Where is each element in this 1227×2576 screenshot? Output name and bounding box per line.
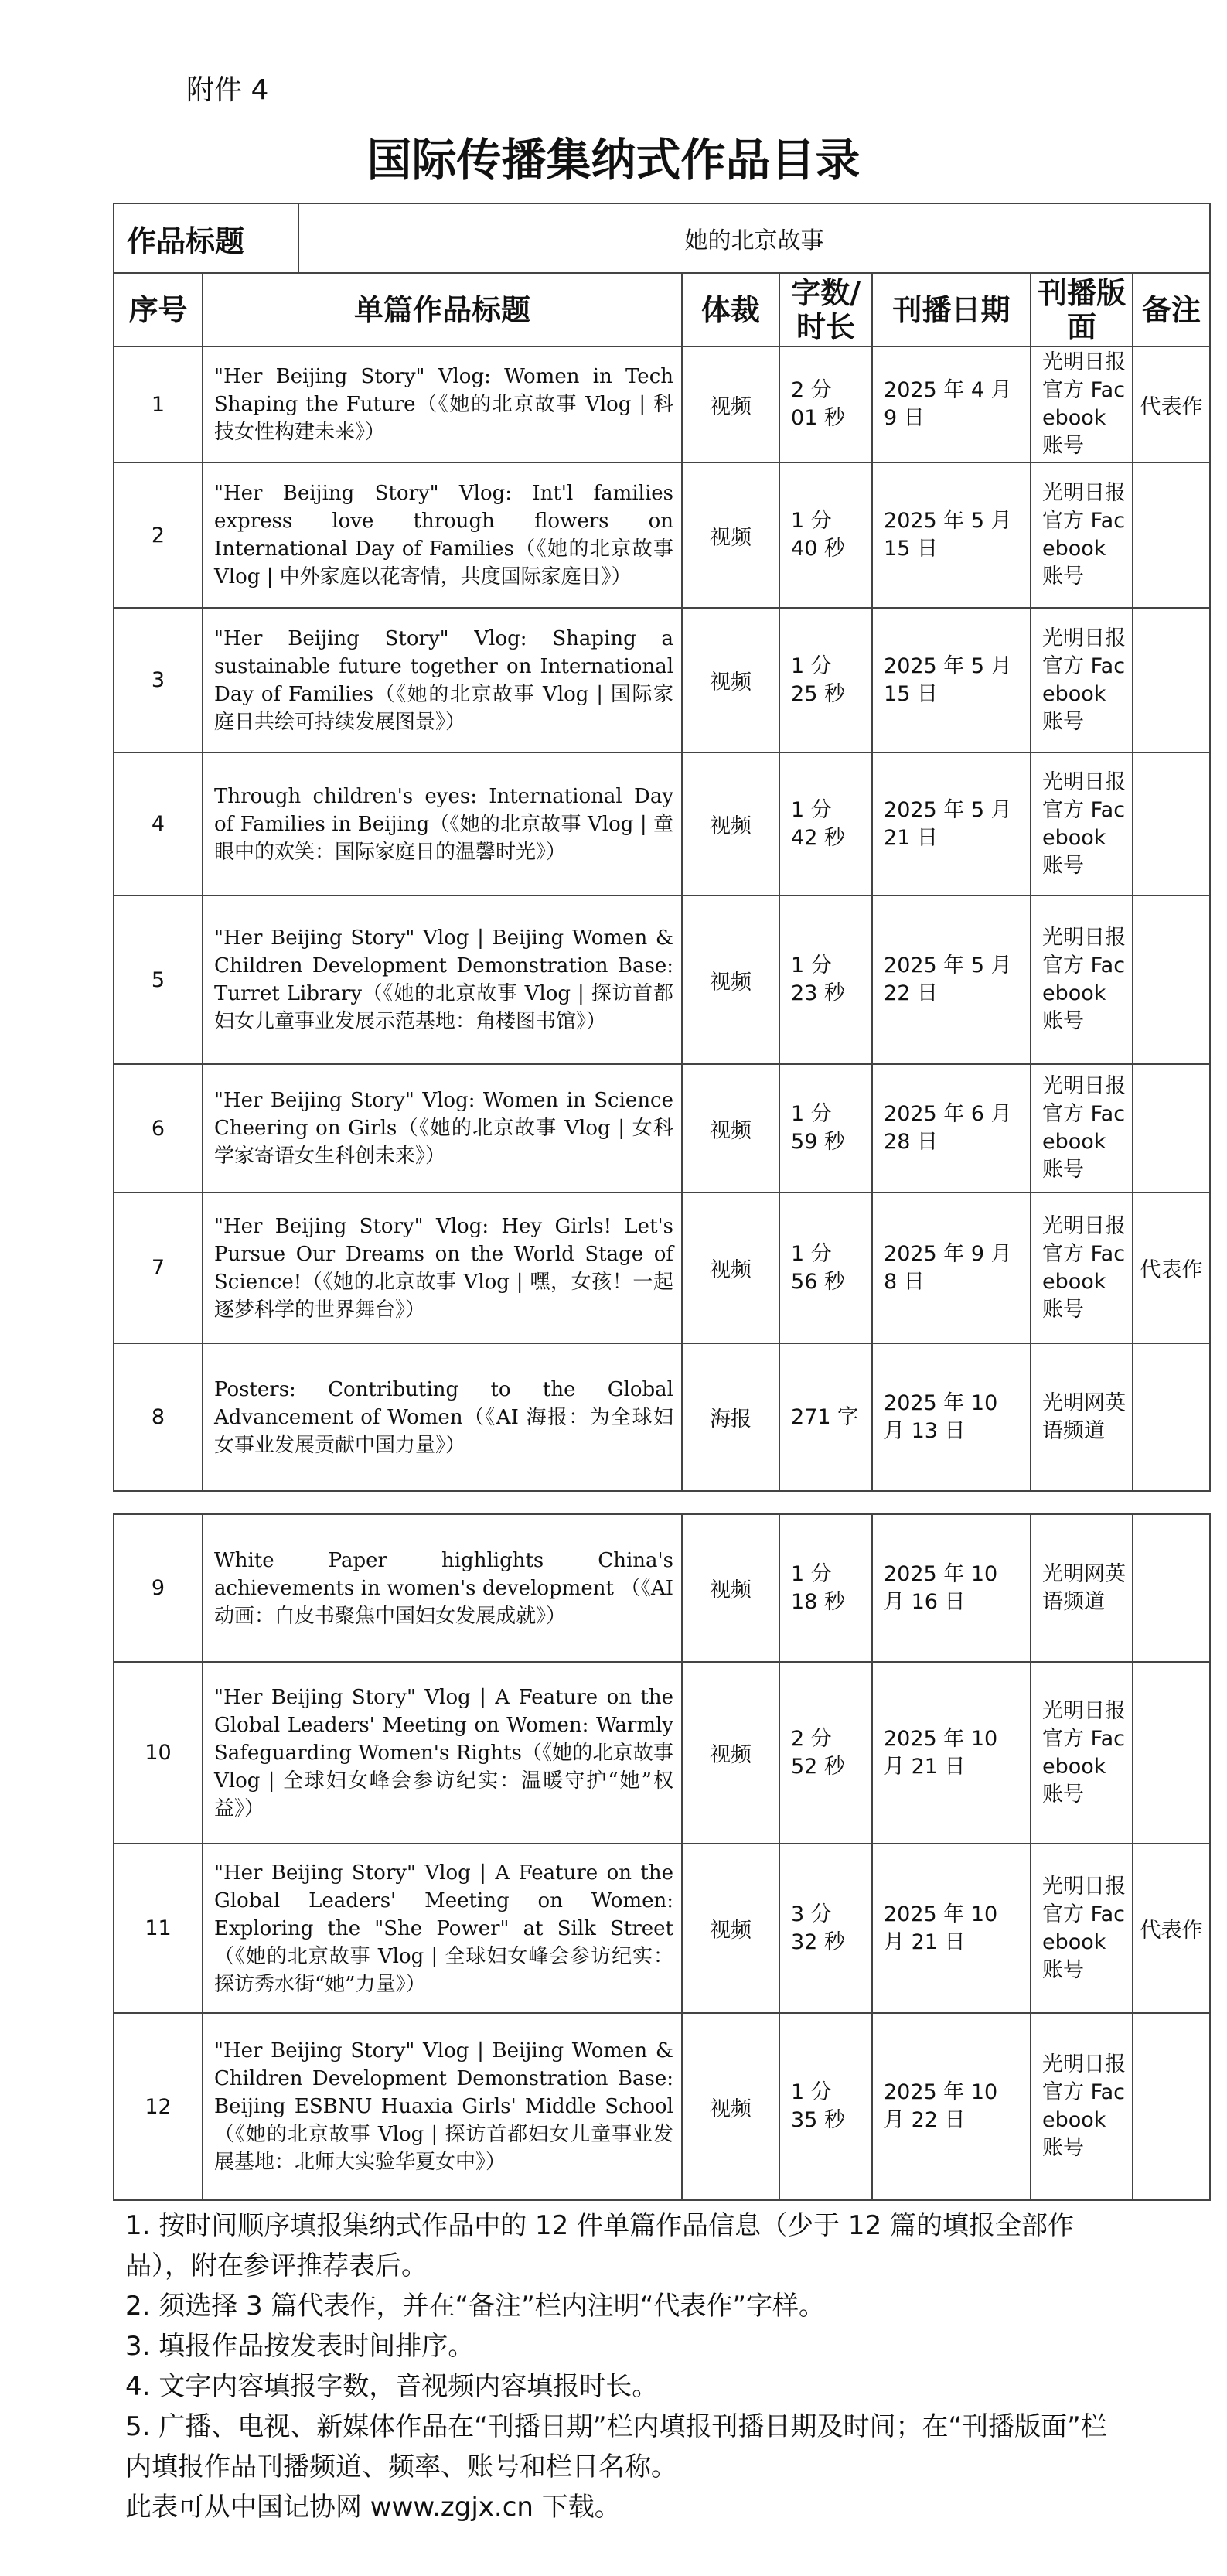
row-date: 2025 年 10 月 21 日 xyxy=(872,1844,1031,2013)
row-genre: 视频 xyxy=(682,2013,779,2200)
row-genre: 视频 xyxy=(682,1064,779,1192)
row-length: 1 分 23 秒 xyxy=(779,896,872,1064)
row-date: 2025 年 5 月 15 日 xyxy=(872,608,1031,752)
row-note xyxy=(1133,896,1210,1064)
row-note xyxy=(1133,1514,1210,1662)
table-row xyxy=(114,1192,1210,1343)
row-edition: 光明日报官方 Facebook 账号 xyxy=(1031,896,1133,1064)
row-length: 1 分 18 秒 xyxy=(779,1514,872,1662)
row-genre: 视频 xyxy=(682,752,779,896)
row-note: 代表作 xyxy=(1133,1844,1210,2013)
row-note xyxy=(1133,1064,1210,1192)
row-title: "Her Beijing Story" Vlog: Women in Science Cheering on Girls（《她的北京故事 Vlog | 女科学家寄语女生科创未来》） xyxy=(203,1064,682,1192)
row-length: 3 分 32 秒 xyxy=(779,1844,872,2013)
header-note: 备注 xyxy=(1133,273,1210,346)
row-edition: 光明日报官方 Facebook 账号 xyxy=(1031,1192,1133,1343)
row-edition: 光明日报官方 Facebook 账号 xyxy=(1031,346,1133,462)
row-title: "Her Beijing Story" Vlog | Beijing Women & Children Development Demonstration Base: Turret Library（《她的北京故事 Vlog | 探访首都妇女儿童事业发展示范基地：角楼图书馆》） xyxy=(203,896,682,1064)
row-title: "Her Beijing Story" Vlog: Int'l families express love through flowers on International Day of Families（《她的北京故事 Vlog | 中外家庭以花寄情，共度国际家庭日》） xyxy=(203,462,682,608)
row-seq: 6 xyxy=(114,1064,203,1192)
row-seq: 8 xyxy=(114,1343,203,1491)
row-title: "Her Beijing Story" Vlog: Women in Tech Shaping the Future（《她的北京故事 Vlog | 科技女性构建未来》） xyxy=(203,346,682,462)
row-title: "Her Beijing Story" Vlog: Shaping a sustainable future together on International Day of Families（《她的北京故事 Vlog | 国际家庭日共绘可持续发展图景》） xyxy=(203,608,682,752)
note-line: 4. 文字内容填报字数，音视频内容填报时长。 xyxy=(125,2371,659,2402)
row-date: 2025 年 10 月 16 日 xyxy=(872,1514,1031,1662)
row-note xyxy=(1133,608,1210,752)
row-edition: 光明日报官方 Facebook 账号 xyxy=(1031,1844,1133,2013)
row-genre: 视频 xyxy=(682,1192,779,1343)
row-title: Posters: Contributing to the Global Advancement of Women（《AI 海报：为全球妇女事业发展贡献中国力量》） xyxy=(203,1343,682,1491)
table-row xyxy=(114,1514,1210,1662)
note-line: 1. 按时间顺序填报集纳式作品中的 12 件单篇作品信息（少于 12 篇的填报全部作品），附在参评推荐表后。 xyxy=(125,2210,1075,2281)
row-length: 1 分 59 秒 xyxy=(779,1064,872,1192)
row-note: 代表作 xyxy=(1133,1192,1210,1343)
work-title-label: 作品标题 xyxy=(114,203,298,273)
row-length: 1 分 40 秒 xyxy=(779,462,872,608)
row-title: White Paper highlights China's achievements in women's development （《AI 动画：白皮书聚焦中国妇女发展成就》） xyxy=(203,1514,682,1662)
catalog-table-page1 xyxy=(113,203,1211,1492)
row-genre: 海报 xyxy=(682,1343,779,1491)
table-row xyxy=(114,1844,1210,2013)
row-date: 2025 年 5 月 22 日 xyxy=(872,896,1031,1064)
row-note: 代表作 xyxy=(1133,346,1210,462)
row-edition: 光明日报官方 Facebook 账号 xyxy=(1031,608,1133,752)
row-genre: 视频 xyxy=(682,896,779,1064)
row-length: 1 分 25 秒 xyxy=(779,608,872,752)
row-date: 2025 年 10 月 13 日 xyxy=(872,1343,1031,1491)
row-title: "Her Beijing Story" Vlog | Beijing Women & Children Development Demonstration Base: Beijing ESBNU Huaxia Girls' Middle School（《她的北京故事 Vlog | 探访首都妇女儿童事业发展基地：北师大实验华夏女中》） xyxy=(203,2013,682,2200)
row-note xyxy=(1133,462,1210,608)
row-length: 1 分 56 秒 xyxy=(779,1192,872,1343)
table-row xyxy=(114,346,1210,462)
header-date: 刊播日期 xyxy=(872,273,1031,346)
row-date: 2025 年 5 月 15 日 xyxy=(872,462,1031,608)
note-line: 5. 广播、电视、新媒体作品在“刊播日期”栏内填报刊播日期及时间；在“刊播版面”栏内填报作品刊播频道、频率、账号和栏目名称。 xyxy=(125,2411,1107,2482)
row-seq: 12 xyxy=(114,2013,203,2200)
row-date: 2025 年 4 月 9 日 xyxy=(872,346,1031,462)
row-date: 2025 年 10 月 22 日 xyxy=(872,2013,1031,2200)
row-date: 2025 年 5 月 21 日 xyxy=(872,752,1031,896)
row-edition: 光明日报官方 Facebook 账号 xyxy=(1031,1662,1133,1844)
header-genre: 体裁 xyxy=(682,273,779,346)
row-seq: 7 xyxy=(114,1192,203,1343)
row-seq: 1 xyxy=(114,346,203,462)
row-edition: 光明日报官方 Facebook 账号 xyxy=(1031,1064,1133,1192)
header-edition: 刊播版面 xyxy=(1031,273,1133,346)
row-edition: 光明网英语频道 xyxy=(1031,1343,1133,1491)
row-title: "Her Beijing Story" Vlog | A Feature on the Global Leaders' Meeting on Women: Exploring the "She Power" at Silk Street（《她的北京故事 Vlog | 全球妇女峰会参访纪实：探访秀水街“她”力量》） xyxy=(203,1844,682,2013)
row-length: 1 分 35 秒 xyxy=(779,2013,872,2200)
table-row xyxy=(114,608,1210,752)
table-row xyxy=(114,1662,1210,1844)
note-line: 2. 须选择 3 篇代表作，并在“备注”栏内注明“代表作”字样。 xyxy=(125,2291,825,2322)
row-genre: 视频 xyxy=(682,1662,779,1844)
header-seq: 序号 xyxy=(114,273,203,346)
table-row xyxy=(114,2013,1210,2200)
row-note xyxy=(1133,2013,1210,2200)
row-title: "Her Beijing Story" Vlog: Hey Girls! Let's Pursue Our Dreams on the World Stage of Science!（《她的北京故事 Vlog | 嘿，女孩！一起逐梦科学的世界舞台》） xyxy=(203,1192,682,1343)
table-row xyxy=(114,896,1210,1064)
table-row xyxy=(114,462,1210,608)
row-title: "Her Beijing Story" Vlog | A Feature on the Global Leaders' Meeting on Women: Warmly Safeguarding Women's Rights（《她的北京故事 Vlog | 全球妇女峰会参访纪实：温暖守护“她”权益》） xyxy=(203,1662,682,1844)
row-date: 2025 年 10 月 21 日 xyxy=(872,1662,1031,1844)
row-genre: 视频 xyxy=(682,462,779,608)
row-edition: 光明日报官方 Facebook 账号 xyxy=(1031,462,1133,608)
work-title-value: 她的北京故事 xyxy=(298,203,1210,273)
row-note xyxy=(1133,1343,1210,1491)
row-length: 1 分 42 秒 xyxy=(779,752,872,896)
row-note xyxy=(1133,752,1210,896)
row-edition: 光明日报官方 Facebook 账号 xyxy=(1031,2013,1133,2200)
row-genre: 视频 xyxy=(682,1514,779,1662)
row-seq: 4 xyxy=(114,752,203,896)
note-line: 3. 填报作品按发表时间排序。 xyxy=(125,2331,475,2362)
row-length: 2 分 01 秒 xyxy=(779,346,872,462)
header-item-title: 单篇作品标题 xyxy=(203,273,682,346)
notes-section xyxy=(125,2206,1123,2527)
table-row xyxy=(114,1064,1210,1192)
row-edition: 光明网英语频道 xyxy=(1031,1514,1133,1662)
row-seq: 9 xyxy=(114,1514,203,1662)
row-genre: 视频 xyxy=(682,1844,779,2013)
row-seq: 10 xyxy=(114,1662,203,1844)
row-seq: 11 xyxy=(114,1844,203,2013)
row-genre: 视频 xyxy=(682,346,779,462)
work-title-row xyxy=(114,203,1210,273)
row-date: 2025 年 9 月 8 日 xyxy=(872,1192,1031,1343)
row-seq: 2 xyxy=(114,462,203,608)
download-note: 此表可从中国记协网 www.zgjx.cn 下载。 xyxy=(125,2492,621,2523)
row-title: Through children's eyes: International Day of Families in Beijing（《她的北京故事 Vlog | 童眼中的欢笑：国际家庭日的温馨时光》） xyxy=(203,752,682,896)
row-seq: 5 xyxy=(114,896,203,1064)
row-genre: 视频 xyxy=(682,608,779,752)
row-length: 2 分 52 秒 xyxy=(779,1662,872,1844)
header-length: 字数/时长 xyxy=(779,273,872,346)
page-title: 国际传播集纳式作品目录 xyxy=(366,134,861,186)
row-date: 2025 年 6 月 28 日 xyxy=(872,1064,1031,1192)
row-seq: 3 xyxy=(114,608,203,752)
header-row xyxy=(114,273,1210,346)
row-note xyxy=(1133,1662,1210,1844)
row-length: 271 字 xyxy=(779,1343,872,1491)
table-row xyxy=(114,752,1210,896)
row-edition: 光明日报官方 Facebook 账号 xyxy=(1031,752,1133,896)
catalog-table-page2 xyxy=(113,1513,1211,2201)
table-row xyxy=(114,1343,1210,1491)
annex-label: 附件 4 xyxy=(186,74,269,106)
